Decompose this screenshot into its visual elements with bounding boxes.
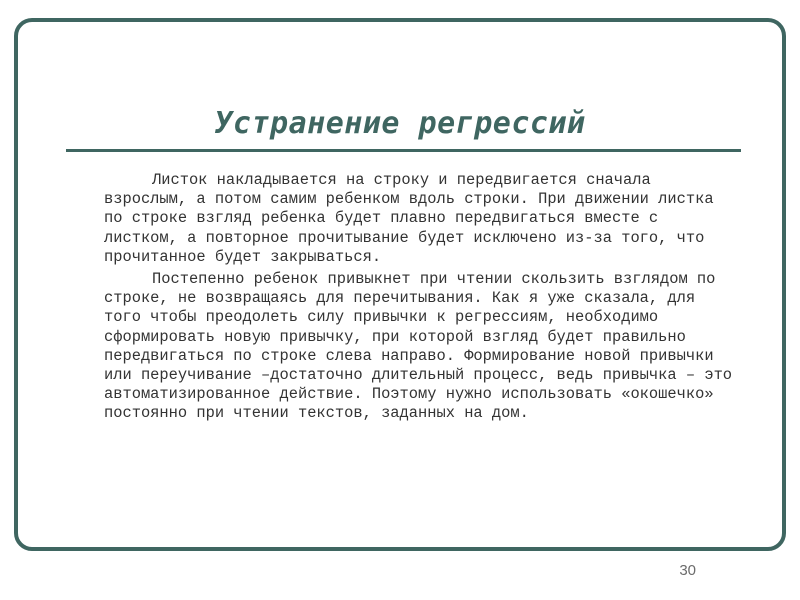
title-underline: [66, 149, 741, 152]
slide-title: Устранение регрессий: [214, 106, 586, 141]
body-paragraph: Постепенно ребенок привыкнет при чтении скользить взглядом по строке, не возвращаясь для перечитывания. Как я уже сказала, для того чтобы преодолеть силу привычки к регрессиям, необходимо сформировать новую привычку, при которой взгляд будет правильно передвигаться по строке слева направо. Формирование новой привычки или переучивание –достаточно длительный процесс, ведь привычка – это автоматизированное действие. Поэтому нужно использовать «окошечко» постоянно при чтении текстов, заданных на дом.: [104, 270, 733, 423]
body-paragraph: Листок накладывается на строку и передвигается сначала взрослым, а потом самим ребенком вдоль строки. При движении листка по строке взгляд ребенка будет плавно передвигаться вместе с листком, а повторное прочитывание будет исключено из-за того, что прочитанное будет закрываться.: [104, 171, 714, 266]
slide-body: [104, 171, 736, 427]
page-number: 30: [679, 562, 696, 579]
